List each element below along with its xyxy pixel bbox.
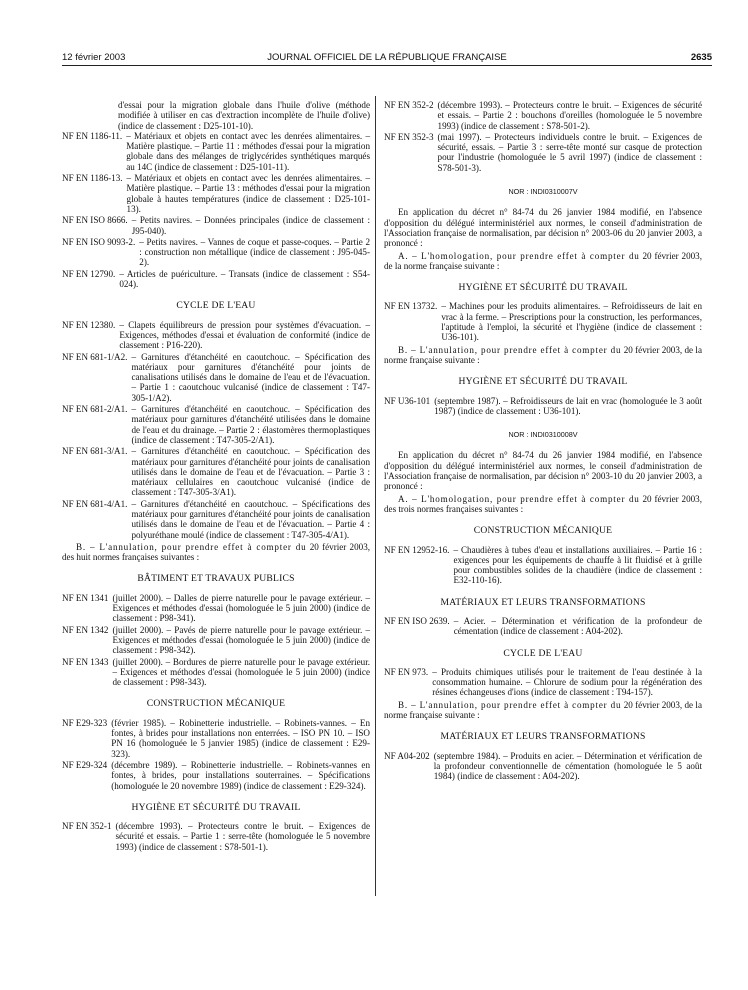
standard-entry	[384, 396, 702, 417]
standard-entry	[384, 751, 702, 782]
standard-description: – Clapets équilibreurs de pression pour systèmes d'évacuation. – Exigences, méthodes d'essai et évaluation de conformité (indice de classement : P16-220).	[119, 319, 370, 351]
standard-entry	[384, 132, 702, 173]
standard-entry	[62, 625, 370, 656]
standards-list	[62, 821, 370, 852]
standard-description: (décembre 1993). – Protecteurs contre le bruit. – Exigences de sécurité et essais. – Partie 2 : bouchons d'oreilles (homologuée le 5 novembre 1993) (indice de classement : S78-501-2).	[437, 100, 702, 131]
standard-description: (septembre 1984). – Produits en acier. – Détermination et vérification de la profondeur conventionnelle de cémentation (homologuée le 5 août 1984) (indice de classement : A04-202).	[433, 750, 702, 782]
standard-entry	[62, 237, 370, 268]
section-heading: CONSTRUCTION MÉCANIQUE	[146, 698, 286, 710]
standard-code: NF EN 1186-11.	[62, 130, 123, 141]
standard-description: – Garnitures d'étanchéité en caoutchouc. – Spécification des matériaux pour garnitures d'étanchéité pour joints de canalisations utilisés dans le domaine de l'eau et de l'évacuation. – Partie 1 : caoutchouc vulcanisé (indice de classement : T47-305-1/A2).	[131, 351, 370, 403]
standard-code: NF EN 681-2/A1.	[62, 404, 128, 415]
annulation-lead: B. – L'annulation, pour prendre effet à compter du	[398, 699, 622, 710]
section-heading: MATÉRIAUX ET LEURS TRANSFORMATIONS	[440, 596, 646, 608]
standards-list	[62, 131, 370, 289]
standard-description: – Chaudières à tubes d'eau et installations auxiliaires. – Partie 16 : exigences pour les équipements de chauffe à lit fluidisé et à grille pour combustibles solides de la chaudière (indice de classement : E32-110-16).	[453, 544, 702, 586]
standard-description: – Articles de puériculture. – Transats (indice de classement : S54-024).	[119, 268, 370, 290]
homologation-rest: 20 février 2003, de la norme française suivante :	[384, 250, 702, 271]
standard-entry	[62, 131, 370, 172]
standard-entry	[384, 616, 702, 637]
standard-code: NF EN 13732.	[384, 301, 438, 312]
standards-list	[384, 396, 702, 417]
annulation-paragraph	[384, 700, 702, 721]
standard-code: NF EN 1343	[62, 656, 109, 667]
standard-entry	[62, 173, 370, 214]
standards-list	[384, 616, 702, 637]
homologation-lead: A. – L'homologation, pour prendre effet à compter du	[398, 493, 640, 504]
standard-entry	[384, 301, 702, 342]
standard-entry	[62, 215, 370, 236]
standards-list	[384, 545, 702, 586]
standard-code: NF EN 1186-13.	[62, 173, 123, 184]
standards-list	[62, 593, 370, 688]
standard-description: (juillet 2000). – Dalles de pierre naturelle pour le pavage extérieur. – Exigences et méthodes d'essai (homologuée le 5 juin 2000) (indice de classement : P98-341).	[112, 592, 370, 624]
standard-description: – Garnitures d'étanchéité en caoutchouc. – Spécification des matériaux pour garnitures d'étanchéité utilisées dans le domaine de l'eau et du drainage. – Partie 2 : élastomères thermoplastiques (indice de classement : T47-305-2/A1).	[131, 404, 370, 445]
standard-entry	[62, 718, 370, 759]
standard-entry	[62, 657, 370, 688]
annulation-rest: 20 février 2003, de la norme française suivante :	[384, 699, 702, 721]
nor-reference: NOR : INDI0310008V	[508, 430, 578, 440]
standard-code: NF EN 352-2	[384, 100, 434, 110]
annulation-lead: B. – L'annulation, pour prendre effet à compter du	[398, 344, 622, 355]
standard-code: NF EN 12380.	[62, 319, 116, 330]
standard-code: NF E29-323	[62, 717, 108, 728]
standard-description: (février 1985). – Robinetterie industrielle. – Robinets-vannes. – En fontes, à brides pour installations non enterrées. – ISO PN 10. – ISO PN 16 (homologuée le 5 janvier 1985) (indice de classement : E29-323).	[111, 717, 370, 759]
homologation-paragraph	[384, 494, 702, 515]
standard-code: NF EN 681-3/A1.	[62, 446, 128, 457]
standard-entry	[62, 404, 370, 445]
standard-entry	[62, 320, 370, 351]
standard-code: NF EN 352-1	[62, 821, 112, 832]
standard-code: NF EN 12952-16.	[384, 544, 450, 555]
homologation-rest: 20 février 2003, des trois normes françaises suivantes :	[384, 493, 702, 514]
standard-description: – Garnitures d'étanchéité en caoutchouc. – Spécifications des matériaux pour garnitures d'étanchéité pour joints de canalisation utilisés dans le domaine de l'eau et de l'évacuation. – Partie 4 : polyuréthane moulé (indice de classement : T47-305-4/A1).	[131, 498, 370, 540]
page-header	[62, 52, 712, 66]
standard-entry	[62, 821, 370, 852]
standard-code: NF EN ISO 2639.	[384, 615, 450, 626]
standard-code: NF EN 681-1/A2.	[62, 351, 128, 362]
standard-description: – Acier. – Détermination et vérification de la profondeur de cémentation (indice de classement : A04-202).	[453, 615, 702, 637]
section-heading: HYGIÈNE ET SÉCURITÉ DU TRAVAIL	[458, 376, 628, 388]
standard-code: NF EN ISO 8666.	[62, 215, 128, 226]
column-divider	[375, 96, 376, 896]
standard-code: NF A04-202	[384, 750, 430, 761]
standard-code: NF EN 1341	[62, 592, 109, 603]
annulation-paragraph	[384, 345, 702, 366]
right-column	[384, 100, 702, 783]
standard-code: NF EN 352-3	[384, 131, 434, 142]
section-heading: MATÉRIAUX ET LEURS TRANSFORMATIONS	[440, 731, 646, 743]
standard-code: NF E29-324	[62, 759, 108, 770]
continued-entry: d'essai pour la migration globale dans l'huile d'olive (méthode modifiée à utiliser en cas d'extraction incomplète de l'huile d'olive) (indice de classement : D25-101-10).	[118, 100, 370, 131]
section-heading: HYGIÈNE ET SÉCURITÉ DU TRAVAIL	[458, 282, 628, 294]
standard-description: – Petits navires. – Vannes de coque et passe-coques. – Partie 2 : construction non métallique (indice de classement : J95-045-2).	[139, 236, 370, 268]
standard-description: – Machines pour les produits alimentaires. – Refroidisseurs de lait en vrac à la ferme. – Prescriptions pour la construction, les performances, l'aptitude à l'emploi, la sécurité et l'hygiène (indice de classement : U36-101).	[441, 301, 702, 343]
header-rule	[62, 65, 712, 66]
standard-entry	[62, 269, 370, 290]
standard-entry	[62, 593, 370, 624]
standard-description: (décembre 1989). – Robinetterie industrielle. – Robinets-vannes en fontes, à brides, pour installations souterraines. – Spécifications (homologuée le 20 novembre 1989) (indice de classement : E29-324).	[111, 759, 370, 791]
section-heading: CONSTRUCTION MÉCANIQUE	[473, 525, 613, 537]
standard-code: NF EN 973.	[384, 666, 429, 677]
annulation-lead: B. – L'annulation, pour prendre effet à compter du	[76, 541, 307, 552]
standard-entry	[384, 667, 702, 698]
standard-description: (mai 1997). – Protecteurs individuels contre le bruit. – Exigences de sécurité, essais. – Partie 3 : serre-tête monté sur casque de protection pour l'industrie (homologuée le 5 avril 1997) (indice de classement : S78-501-3).	[437, 131, 702, 173]
section-heading: HYGIÈNE ET SÉCURITÉ DU TRAVAIL	[131, 801, 301, 813]
journal-title: JOURNAL OFFICIEL DE LA RÉPUBLIQUE FRANÇAISE	[267, 52, 507, 63]
standard-description: (septembre 1987). – Refroidisseurs de lait en vrac (homologuée le 3 août 1987) (indice de classement : U36-101).	[434, 395, 702, 416]
standard-description: – Matériaux et objets en contact avec les denrées alimentaires. – Matière plastique. – Partie 13 : méthodes d'essai pour la migration globale à hautes températures (indice de classement : D25-101-13).	[126, 173, 370, 214]
nor-reference: NOR : INDI0310007V	[508, 187, 578, 197]
annulation-paragraph	[62, 542, 370, 563]
standard-entry	[384, 545, 702, 586]
standard-code: NF U36-101	[384, 395, 431, 406]
standard-entry	[62, 352, 370, 403]
standard-code: NF EN 1342	[62, 624, 109, 635]
standard-entry	[62, 446, 370, 497]
standard-description: (juillet 2000). – Pavés de pierre naturelle pour le pavage extérieur. – Exigences et méthodes d'essai (homologuée le 5 juin 2000) (indice de classement : P98-342).	[112, 624, 370, 656]
decision-paragraph: En application du décret n° 84-74 du 26 janvier 1984 modifié, en l'absence d'opposition du délégué interministériel aux normes, le conseil d'administration de l'Association française de normalisation, par décision n° 2003-10 du 20 janvier 2003, a prononcé :	[384, 450, 702, 492]
standard-description: – Petits navires. – Données principales (indice de classement : J95-040).	[131, 215, 370, 236]
standard-entry	[62, 760, 370, 791]
standards-list	[384, 667, 702, 698]
standards-list	[384, 301, 702, 342]
section-heading: CYCLE DE L'EAU	[176, 300, 256, 312]
page-number: 2635	[690, 52, 712, 63]
standard-description: (juillet 2000). – Bordures de pierre naturelle pour le pavage extérieur. – Exigences et méthodes d'essai (homologuée le 5 juin 2000) (indice de classement : P98-343).	[112, 656, 370, 688]
standard-code: NF EN 681-4/A1.	[62, 498, 128, 509]
standards-list	[384, 100, 702, 173]
left-column	[62, 100, 370, 853]
annulation-rest: 20 février 2003, des huit normes françaises suivantes :	[62, 541, 371, 563]
standard-description: – Produits chimiques utilisés pour le traitement de l'eau destinée à la consommation humaine. – Chlorure de sodium pour la régénération des résines échangeuses d'ions (indice de classement : T94-157).	[432, 666, 702, 698]
standard-entry	[62, 499, 370, 540]
header-date: 12 février 2003	[62, 52, 126, 63]
decision-paragraph: En application du décret n° 84-74 du 26 janvier 1984 modifié, en l'absence d'opposition du délégué interministériel aux normes, le conseil d'administration de l'Association française de normalisation, par décision n° 2003-06 du 20 janvier 2003, a prononcé :	[384, 207, 702, 249]
annulation-rest: 20 février 2003, de la norme française suivante :	[384, 344, 702, 365]
standard-description: – Matériaux et objets en contact avec les denrées alimentaires. – Matière plastique. – Partie 11 : méthodes d'essai pour la migration globale dans des mélanges de triglycérides synthétiques marqués au 14C (indice de classement : D25-101-11).	[126, 130, 370, 172]
section-heading: BÂTIMENT ET TRAVAUX PUBLICS	[137, 573, 295, 585]
standards-list	[62, 718, 370, 791]
section-heading: CYCLE DE L'EAU	[503, 647, 583, 659]
standard-code: NF EN 12790.	[62, 268, 116, 279]
homologation-paragraph	[384, 251, 702, 272]
standard-description: (décembre 1993). – Protecteurs contre le bruit. – Exigences de sécurité et essais. – Partie 1 : serre-tête (homologuée le 5 novembre 1993) (indice de classement : S78-501-1).	[115, 821, 370, 852]
standard-entry	[384, 100, 702, 131]
homologation-lead: A. – L'homologation, pour prendre effet à compter du	[398, 250, 640, 261]
standard-code: NF EN ISO 9093-2.	[62, 236, 136, 247]
standards-list	[62, 320, 370, 540]
standard-description: – Garnitures d'étanchéité en caoutchouc. – Spécification des matériaux pour garnitures d'étanchéité pour joints de canalisation utilisés dans le domaine de l'eau et de l'évacuation. – Partie 3 : matériaux cellulaires en caoutchouc vulcanisé (indice de classement : T47-305-3/A1).	[131, 446, 370, 498]
standards-list	[384, 751, 702, 782]
